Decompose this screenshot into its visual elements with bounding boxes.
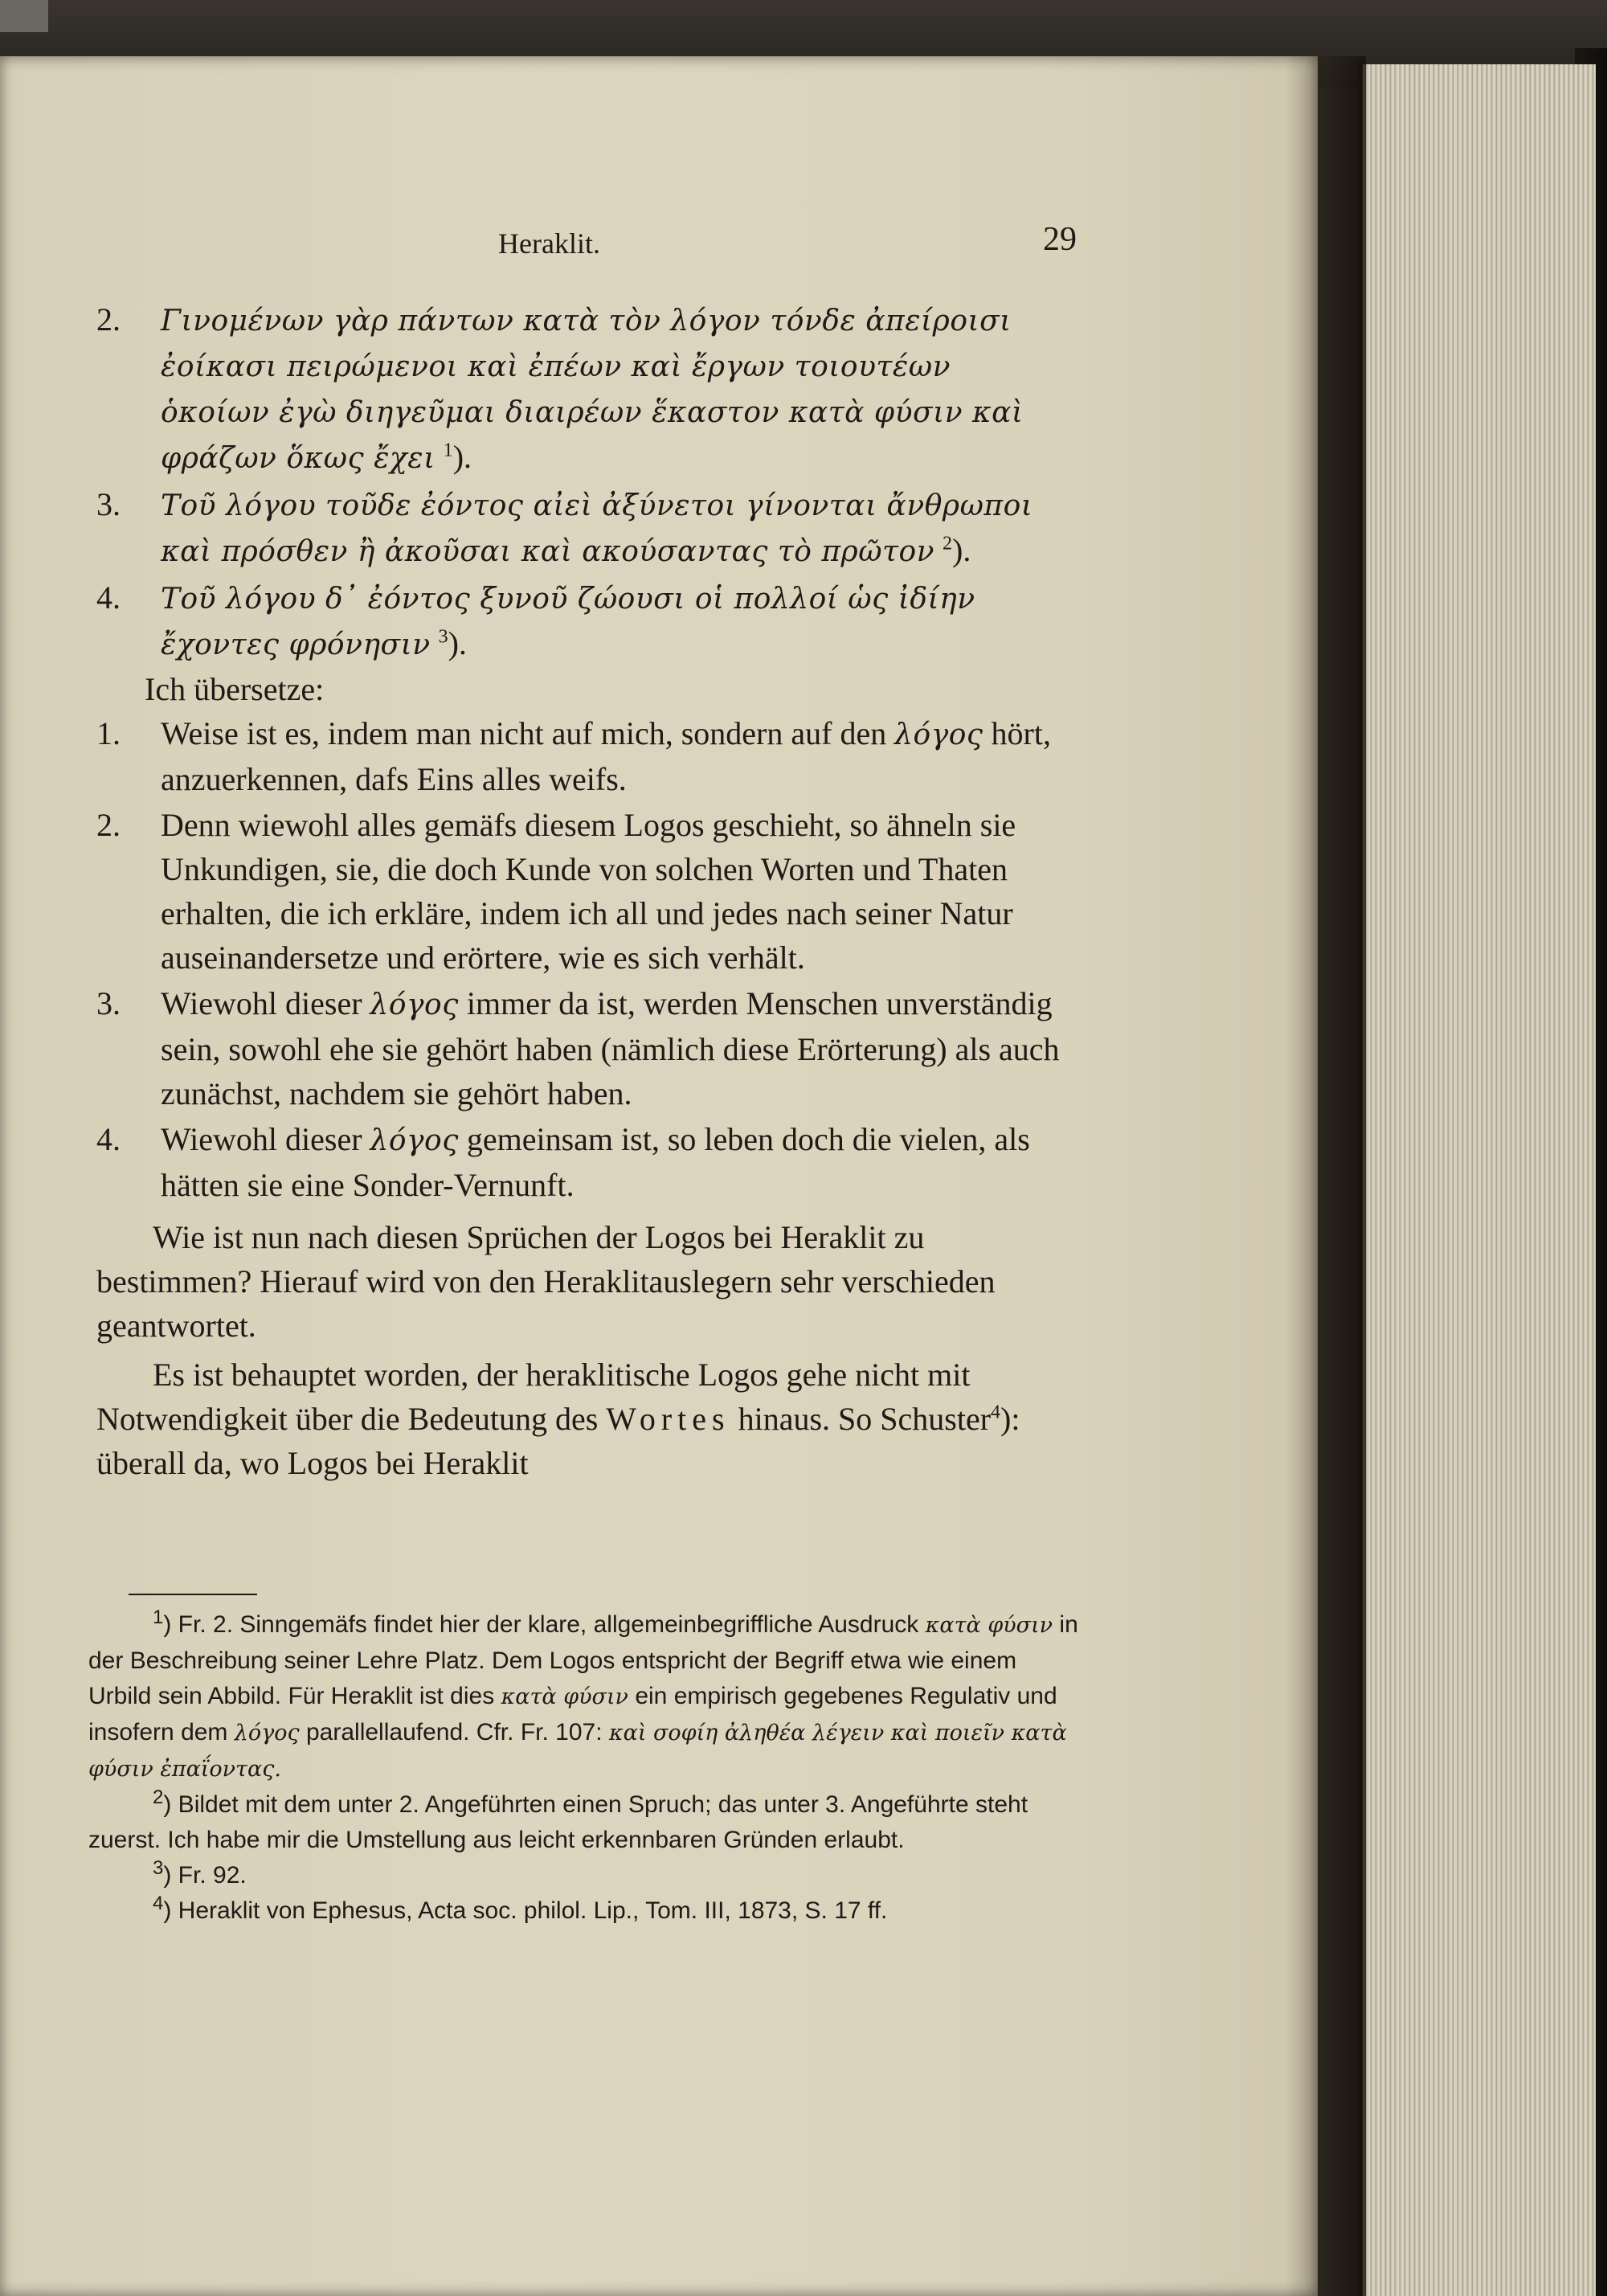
- footnote-ref: 3: [438, 626, 448, 648]
- footnote-2: [88, 1787, 1085, 1858]
- scan-corner-mark: [0, 0, 48, 32]
- greek-term: λόγος: [234, 1721, 300, 1746]
- translation-intro-text: Ich übersetze:: [145, 671, 325, 707]
- page-gutter-shadow: [1286, 56, 1366, 2296]
- footnote-text: in der Beschreibung seiner Lehre Platz. Dem Logos entspricht der Begriff etwa wie einem Urbild sein Abbild. Für Heraklit ist dies: [88, 1611, 1078, 1709]
- translation-text: Wiewohl dieser: [161, 1121, 370, 1157]
- fragment-number: 3.: [96, 486, 121, 522]
- body-text: hinaus. So Schuster: [730, 1401, 992, 1437]
- translation-intro: [96, 667, 1077, 711]
- footnote-marker: 3: [153, 1857, 164, 1879]
- footnote-1: [88, 1607, 1085, 1787]
- greek-line: Τοῦ λόγου τοῦδε ἐόντος αἰεὶ ἀξύνετοι γίνονται ἄνθρωποι: [161, 489, 1033, 522]
- body-paragraph-2: [96, 1353, 1077, 1485]
- greek-term: κατὰ φύσιν: [501, 1684, 628, 1709]
- body-paragraph-1: [96, 1215, 1077, 1348]
- greek-fragment-2: [96, 297, 1077, 481]
- running-title: Heraklit.: [498, 227, 600, 260]
- greek-term: λόγος: [370, 1124, 459, 1157]
- footnote-marker: 4: [153, 1893, 164, 1914]
- footnote-ref: 2: [943, 533, 953, 555]
- translation-number: 3.: [96, 985, 121, 1021]
- footnote-4: [88, 1893, 1085, 1929]
- footnote-text: ) Fr. 2. Sinngemäfs findet hier der klare, allgemeinbegriffliche Ausdruck: [163, 1611, 926, 1638]
- fragment-number: 2.: [96, 301, 121, 338]
- body-text: Es ist behauptet worden, der heraklitische Logos gehe nicht mit Notwendigkeit über die Bedeutung des: [96, 1357, 971, 1437]
- translation-number: 2.: [96, 807, 121, 843]
- translation-text: Denn wiewohl alles gemäfs diesem Logos geschieht, so ähneln sie Unkundigen, sie, die doch Kunde von solchen Worten und Thaten erhalten, die ich erkläre, indem ich all und jedes nach seiner Natur auseinandersetze und erörtere, wie es sich verhält.: [161, 807, 1016, 976]
- translation-text: hört, anzuerkennen, dafs Eins alles weifs.: [161, 715, 1051, 797]
- translation-2: [96, 803, 1077, 980]
- translation-number: 4.: [96, 1121, 121, 1157]
- translation-text: Weise ist es, indem man nicht auf mich, sondern auf den: [161, 715, 895, 751]
- greek-line: ὁκοίων ἐγὼ διηγεῦμαι διαιρέων ἕκαστον κατὰ φύσιν καὶ: [161, 396, 1024, 429]
- greek-term: κατὰ φύσιν: [925, 1613, 1053, 1638]
- greek-term: λόγος: [370, 988, 459, 1021]
- footnote-text: ) Fr. 92.: [163, 1862, 247, 1889]
- translation-1: [96, 711, 1077, 801]
- footnote-text: ) Bildet mit dem unter 2. Angeführten einen Spruch; das unter 3. Angeführte steht zuerst. Ich habe mir die Umstellung aus leicht erkennbaren Gründen erlaubt.: [88, 1791, 1028, 1853]
- spaced-emphasis: Wortes: [606, 1401, 730, 1437]
- translation-text: immer da ist, werden Menschen unverständig sein, sowohl ehe sie gehört haben (nämlich diese Erörterung) als auch zunächst, nachdem sie gehört haben.: [161, 985, 1060, 1111]
- running-header: [96, 221, 1077, 275]
- greek-term: καὶ σοφίη ἀληθέα λέγειν καὶ ποιεῖν κατὰ φύσιν ἐπαΐοντας.: [88, 1721, 1067, 1782]
- footnote-rule: [129, 1594, 257, 1595]
- greek-line: ἔχοντες φρόνησιν: [161, 628, 431, 661]
- greek-line: Τοῦ λόγου δ᾽ ἐόντος ξυνοῦ ζώουσι οἱ πολλοί ὡς ἰδίην: [161, 583, 975, 616]
- greek-term: λόγος: [894, 718, 983, 751]
- fragment-end: ).: [452, 439, 472, 475]
- footnote-text: ein empirisch gegebenes Regulativ und insofern dem: [88, 1683, 1057, 1746]
- footnote-marker: 2: [153, 1786, 164, 1808]
- greek-line: καὶ πρόσθεν ἢ ἀκοῦσαι καὶ ακούσαντας τὸ πρῶτον: [161, 535, 935, 568]
- translation-3: [96, 981, 1077, 1115]
- greek-fragment-3: [96, 482, 1077, 574]
- book-page-edges: [1358, 64, 1596, 2296]
- greek-line: Γινομένων γὰρ πάντων κατὰ τὸν λόγον τόνδε ἀπείροισι: [161, 305, 1012, 338]
- translation-text: Wiewohl dieser: [161, 985, 370, 1021]
- greek-line: ἐοίκασι πειρώμενοι καὶ ἐπέων καὶ ἔργων τοιουτέων: [161, 350, 951, 383]
- fragment-number: 4.: [96, 579, 121, 616]
- greek-line: φράζων ὅκως ἔχει: [161, 442, 435, 475]
- fragment-end: ).: [952, 532, 971, 568]
- footnote-text: ) Heraklit von Ephesus, Acta soc. philol. Lip., Tom. III, 1873, S. 17 ff.: [163, 1897, 888, 1924]
- footnote-ref: 4: [991, 1402, 1001, 1423]
- body-text: ): überall da, wo Logos bei Heraklit: [96, 1401, 1020, 1481]
- fragment-end: ).: [448, 625, 467, 661]
- footnote-3: [88, 1858, 1085, 1893]
- translation-number: 1.: [96, 715, 121, 751]
- main-text: [96, 297, 1077, 1485]
- body-paragraph-1-text: Wie ist nun nach diesen Sprüchen der Logos bei Heraklit zu bestimmen? Hierauf wird von den Heraklitauslegern sehr verschieden geantwortet.: [96, 1219, 996, 1344]
- translation-4: [96, 1117, 1077, 1207]
- translation-text: gemeinsam ist, so leben doch die vielen, als hätten sie eine Sonder-Vernunft.: [161, 1121, 1030, 1203]
- footnote-marker: 1: [153, 1606, 164, 1628]
- footnotes: [88, 1607, 1085, 1929]
- footnote-ref: 1: [443, 440, 453, 461]
- greek-fragment-4: [96, 575, 1077, 667]
- page-number: 29: [1043, 221, 1077, 258]
- footnote-text: parallellaufend. Cfr. Fr. 107:: [299, 1719, 609, 1746]
